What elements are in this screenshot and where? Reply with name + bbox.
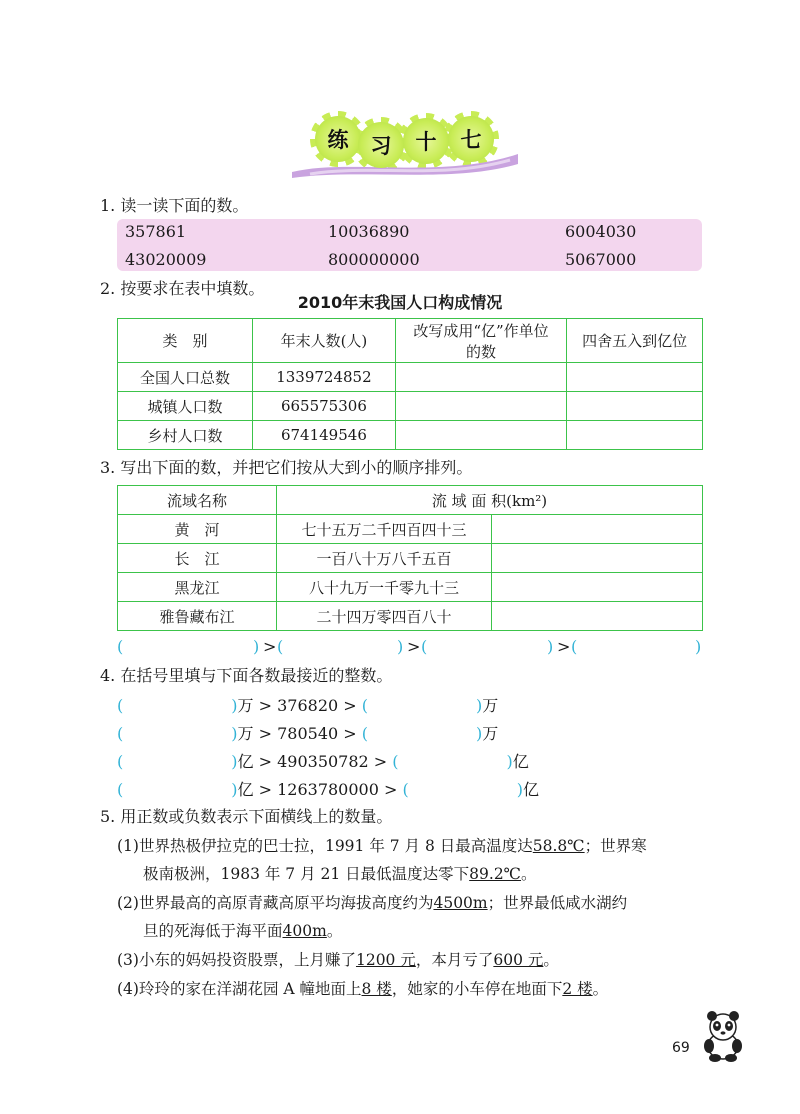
table-cell-label: 乡村人口数 bbox=[118, 421, 253, 450]
order-blanks: ( ) > ( ) > ( ) > ( ) bbox=[117, 637, 702, 656]
table-header: 年末人数(人) bbox=[253, 319, 396, 363]
q1-heading: 1. 读一读下面的数。 bbox=[100, 196, 249, 215]
river-area: 七十五万二千四百四十三 bbox=[277, 515, 492, 544]
blank-cell-area[interactable] bbox=[492, 573, 703, 602]
river-name: 长 江 bbox=[118, 544, 277, 573]
q5-item-2-line-1: (2)世界最高的高原青藏高原平均海拔高度约为4500m；世界最低咸水湖约 bbox=[117, 894, 628, 912]
q5-item-1-line-2: 极南极洲，1983 年 7 月 21 日最低温度达零下89.2℃。 bbox=[143, 865, 537, 883]
blank-cell-area[interactable] bbox=[492, 515, 703, 544]
table-header: 流域名称 bbox=[118, 486, 277, 515]
table-cell-label: 城镇人口数 bbox=[118, 392, 253, 421]
blank-cell-area[interactable] bbox=[492, 544, 703, 573]
q1-number: 357861 bbox=[125, 222, 187, 241]
table-header: 四舍五入到亿位 bbox=[567, 319, 703, 363]
q5-heading: 5. 用正数或负数表示下面横线上的数量。 bbox=[100, 807, 393, 826]
q1-number: 5067000 bbox=[565, 250, 637, 269]
q5-item-2-line-2: 旦的死海低于海平面400m。 bbox=[143, 922, 343, 940]
q5-item-4: (4)玲玲的家在洋湖花园 A 幢地面上8 楼，她家的小车停在地面下2 楼。 bbox=[117, 980, 609, 998]
q5-item-1-line-1: (1)世界热极伊拉克的巴士拉，1991 年 7 月 8 日最高温度达58.8℃；世界寒 bbox=[117, 837, 647, 855]
q4-heading: 4. 在括号里填与下面各数最接近的整数。 bbox=[100, 666, 393, 685]
table-header: 类 别 bbox=[118, 319, 253, 363]
q4-row: ( )亿 > 490350782 > ( )亿 bbox=[117, 752, 529, 771]
river-name: 雅鲁藏布江 bbox=[118, 602, 277, 631]
table-cell-label: 全国人口总数 bbox=[118, 363, 253, 392]
blank-cell-yi[interactable] bbox=[395, 392, 567, 421]
q1-number: 800000000 bbox=[328, 250, 420, 269]
q4-row: ( )亿 > 1263780000 > ( )亿 bbox=[117, 780, 539, 799]
blank-cell-area[interactable] bbox=[492, 602, 703, 631]
river-area: 二十四万零四百八十 bbox=[277, 602, 492, 631]
blank-cell-round[interactable] bbox=[567, 392, 703, 421]
q4-row: ( )万 > 780540 > ( )万 bbox=[117, 724, 499, 743]
table-cell-value: 1339724852 bbox=[253, 363, 396, 392]
river-name: 黄 河 bbox=[118, 515, 277, 544]
river-area: 一百八十万八千五百 bbox=[277, 544, 492, 573]
population-table bbox=[117, 318, 703, 450]
table-header: 改写成用“亿”作单位的数 bbox=[395, 319, 567, 363]
river-area: 八十九万一千零九十三 bbox=[277, 573, 492, 602]
page-number: 69 bbox=[672, 1040, 690, 1056]
q2-table-title: 2010年末我国人口构成情况 bbox=[297, 293, 503, 312]
table-cell-value: 674149546 bbox=[253, 421, 396, 450]
blank-cell-round[interactable] bbox=[567, 421, 703, 450]
river-table bbox=[117, 485, 703, 631]
q1-number: 6004030 bbox=[565, 222, 637, 241]
q5-item-3: (3)小东的妈妈投资股票，上月赚了1200 元，本月亏了600 元。 bbox=[117, 951, 559, 969]
table-header: 流 域 面 积(km²) bbox=[277, 486, 703, 515]
q1-number: 43020009 bbox=[125, 250, 207, 269]
q2-heading: 2. 按要求在表中填数。 bbox=[100, 279, 265, 298]
q3-heading: 3. 写出下面的数，并把它们按从大到小的顺序排列。 bbox=[100, 458, 473, 477]
title-char-2: 习 bbox=[358, 122, 404, 168]
blank-cell-round[interactable] bbox=[567, 363, 703, 392]
q4-row: ( )万 > 376820 > ( )万 bbox=[117, 696, 499, 715]
title-char-3: 十 bbox=[403, 118, 449, 164]
blank-cell-yi[interactable] bbox=[395, 363, 567, 392]
q1-number: 10036890 bbox=[328, 222, 410, 241]
blank-cell-yi[interactable] bbox=[395, 421, 567, 450]
title-char-4: 七 bbox=[448, 116, 494, 162]
title-char-1: 练 bbox=[315, 116, 361, 162]
panda-icon bbox=[698, 1010, 748, 1062]
table-cell-value: 665575306 bbox=[253, 392, 396, 421]
river-name: 黑龙江 bbox=[118, 573, 277, 602]
